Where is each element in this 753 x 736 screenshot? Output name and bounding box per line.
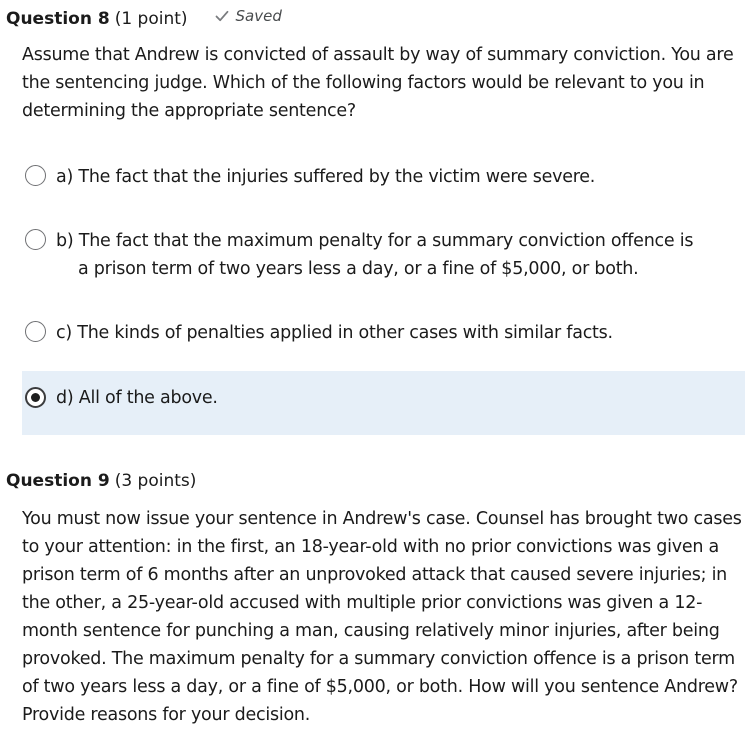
option-d[interactable] xyxy=(22,371,745,435)
option-c[interactable] xyxy=(22,318,745,350)
option-a-radio[interactable] xyxy=(25,165,46,186)
option-c-label[interactable] xyxy=(56,319,705,347)
question-8-title: Question 8 xyxy=(6,9,110,29)
option-d-radio[interactable] xyxy=(25,387,46,408)
option-a-label[interactable] xyxy=(56,163,705,191)
radio-selected-dot xyxy=(31,393,40,402)
question-9-points: (3 points) xyxy=(114,471,197,491)
option-d-text: All of the above. xyxy=(78,388,218,408)
option-a-text: The fact that the injuries suffered by the victim were severe. xyxy=(78,167,596,187)
option-c-radio[interactable] xyxy=(25,321,46,342)
option-b-label[interactable] xyxy=(56,227,705,283)
question-8-text: Assume that Andrew is convicted of assault by way of summary conviction. You are the sentencing judge. Which of the following factors would be relevant to you in determining the appropriate sentence? xyxy=(22,45,734,121)
question-8-points: (1 point) xyxy=(114,9,188,29)
option-b-radio[interactable] xyxy=(25,229,46,250)
question-9-text: You must now issue your sentence in Andrew's case. Counsel has brought two cases to your attention: in the first, an 18-year-old with no prior convictions was given a prison term of 6 months after an unprovoked attack that caused severe injuries; in the other, a 25-year-old accused with multiple prior convictions was given a 12-month sentence for punching a man, causing relatively minor injuries, after being provoked. The maximum penalty for a summary conviction offence is a prison term of two years less a day, or a fine of $5,000, or both. How will you sentence Andrew? Provide reasons for your decision. xyxy=(22,509,742,725)
option-d-label[interactable] xyxy=(56,384,705,412)
option-b[interactable] xyxy=(22,225,745,285)
question-9-title: Question 9 xyxy=(6,471,110,491)
saved-status xyxy=(214,5,282,27)
option-b-text: The fact that the maximum penalty for a summary conviction offence is a prison term of two years less a day, or a fine of $5,000, or both. xyxy=(78,231,694,279)
check-icon xyxy=(214,8,230,24)
option-c-text: The kinds of penalties applied in other cases with similar facts. xyxy=(77,323,613,343)
question-8-header xyxy=(6,5,282,30)
option-d-letter: d) xyxy=(56,388,74,408)
saved-status-label: Saved xyxy=(235,7,282,25)
option-a[interactable] xyxy=(22,161,745,193)
option-c-letter: c) xyxy=(56,323,72,343)
question-9-header xyxy=(6,470,196,492)
option-b-letter: b) xyxy=(56,231,74,251)
option-a-letter: a) xyxy=(56,167,74,187)
